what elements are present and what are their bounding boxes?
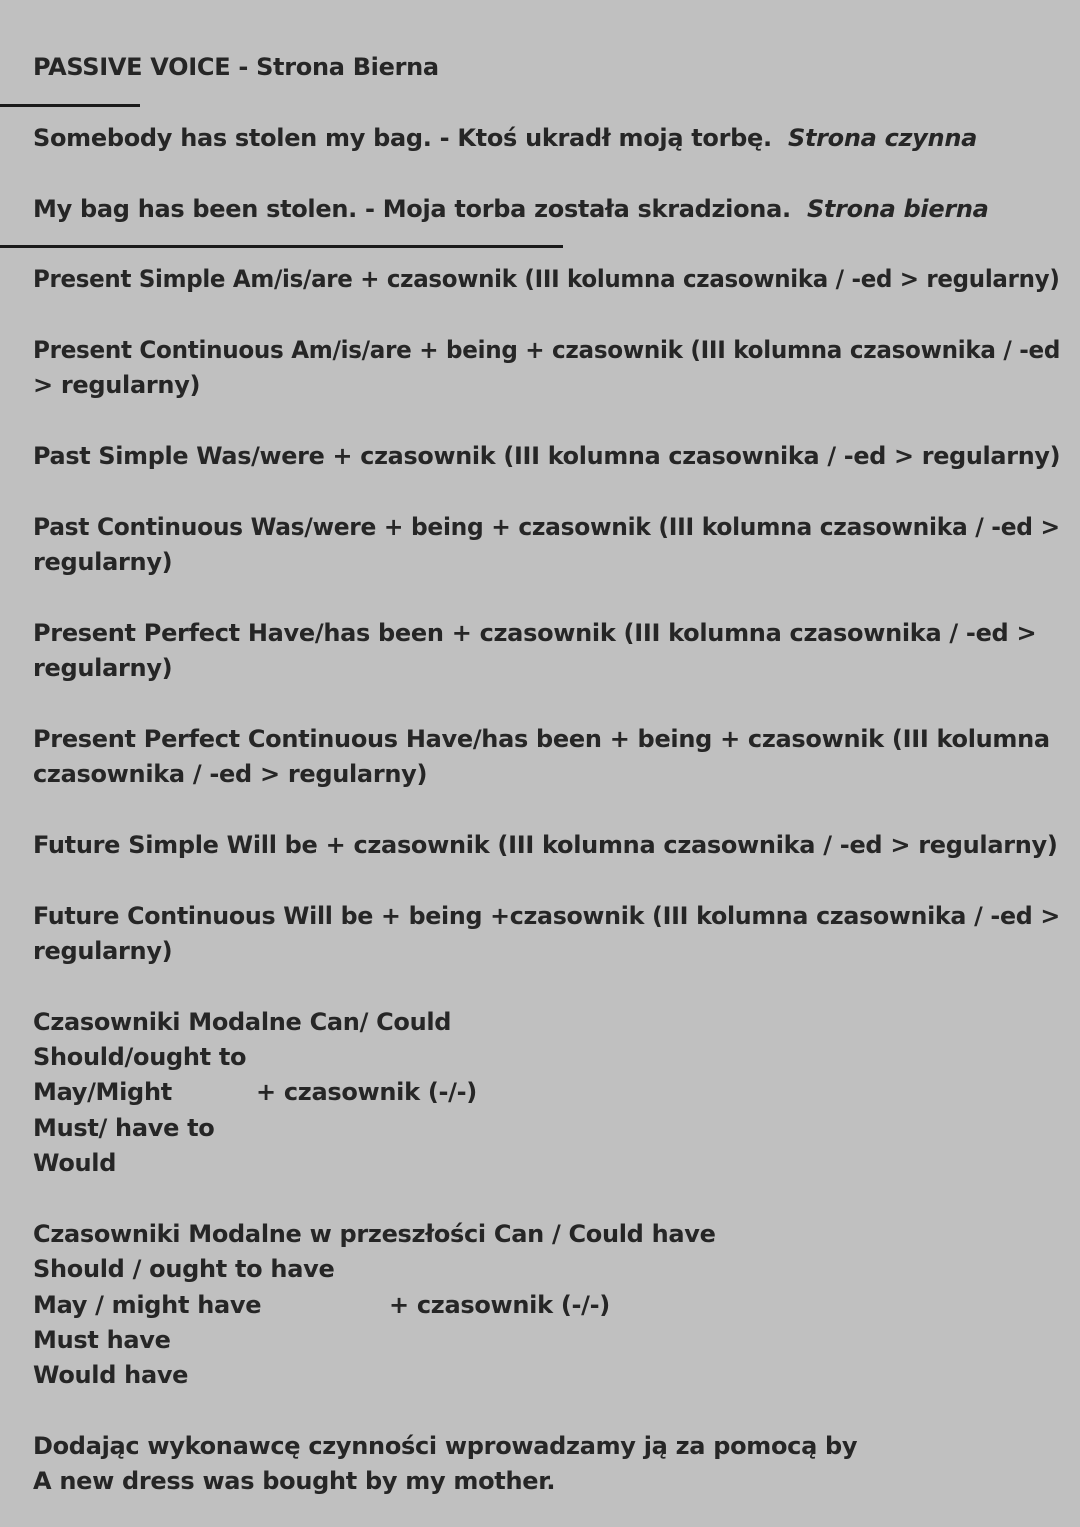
example-passive-label: Strona bierna [806,195,989,223]
tense-present-perfect-continuous-cont: czasownika / -ed > regularny) [33,760,428,788]
tense-present-continuous-cont: > regularny) [33,371,201,399]
example-active [33,121,977,156]
modals-line-3: May/Might [33,1078,172,1106]
tense-present-perfect: Present Perfect Have/has been + czasownik (III kolumna czasownika / -ed > [33,619,1037,647]
tense-past-continuous-cont: regularny) [33,548,173,576]
tense-present-perfect-continuous: Present Perfect Continuous Have/has been + being + czasownik (III kolumna [33,725,1050,753]
example-active-sentence: Somebody has stolen my bag. - Ktoś ukradł moją torbę. [33,124,772,152]
modals-line-1: Czasowniki Modalne Can/ Could [33,1008,452,1036]
tense-present-perfect-cont: regularny) [33,654,173,682]
tense-present-continuous: Present Continuous Am/is/are + being + czasownik (III kolumna czasownika / -ed [33,336,1061,364]
past-modals-line-3: May / might have [33,1291,262,1319]
title-underline [0,104,140,107]
agent-rule: Dodając wykonawcę czynności wprowadzamy ją za pomocą by [33,1432,858,1460]
past-modals-line-4: Must have [33,1326,171,1354]
examples-underline [0,245,563,248]
tense-past-simple: Past Simple Was/were + czasownik (III kolumna czasownika / -ed > regularny) [33,442,1061,470]
past-modals-formula: + czasownik (-/-) [389,1291,610,1319]
past-modals-line-5: Would have [33,1361,189,1389]
page-title: PASSIVE VOICE - Strona Bierna [33,53,439,81]
agent-example: A new dress was bought by my mother. [33,1467,556,1495]
tense-future-continuous: Future Continuous Will be + being +czasownik (III kolumna czasownika / -ed > [33,902,1060,930]
past-modals-line-2: Should / ought to have [33,1255,335,1283]
example-passive [33,192,989,227]
tense-future-simple: Future Simple Will be + czasownik (III kolumna czasownika / -ed > regularny) [33,831,1058,859]
example-passive-sentence: My bag has been stolen. - Moja torba została skradziona. [33,195,791,223]
tense-past-continuous: Past Continuous Was/were + being + czasownik (III kolumna czasownika / -ed > [33,513,1060,541]
modals-formula: + czasownik (-/-) [256,1078,477,1106]
modals-line-4: Must/ have to [33,1114,215,1142]
modals-line-5: Would [33,1149,117,1177]
tense-future-continuous-cont: regularny) [33,937,173,965]
past-modals-line-1: Czasowniki Modalne w przeszłości Can / Could have [33,1220,716,1248]
tense-present-simple: Present Simple Am/is/are + czasownik (III kolumna czasownika / -ed > regularny) [33,265,1060,293]
modals-line-2: Should/ought to [33,1043,247,1071]
example-active-label: Strona czynna [787,124,977,152]
